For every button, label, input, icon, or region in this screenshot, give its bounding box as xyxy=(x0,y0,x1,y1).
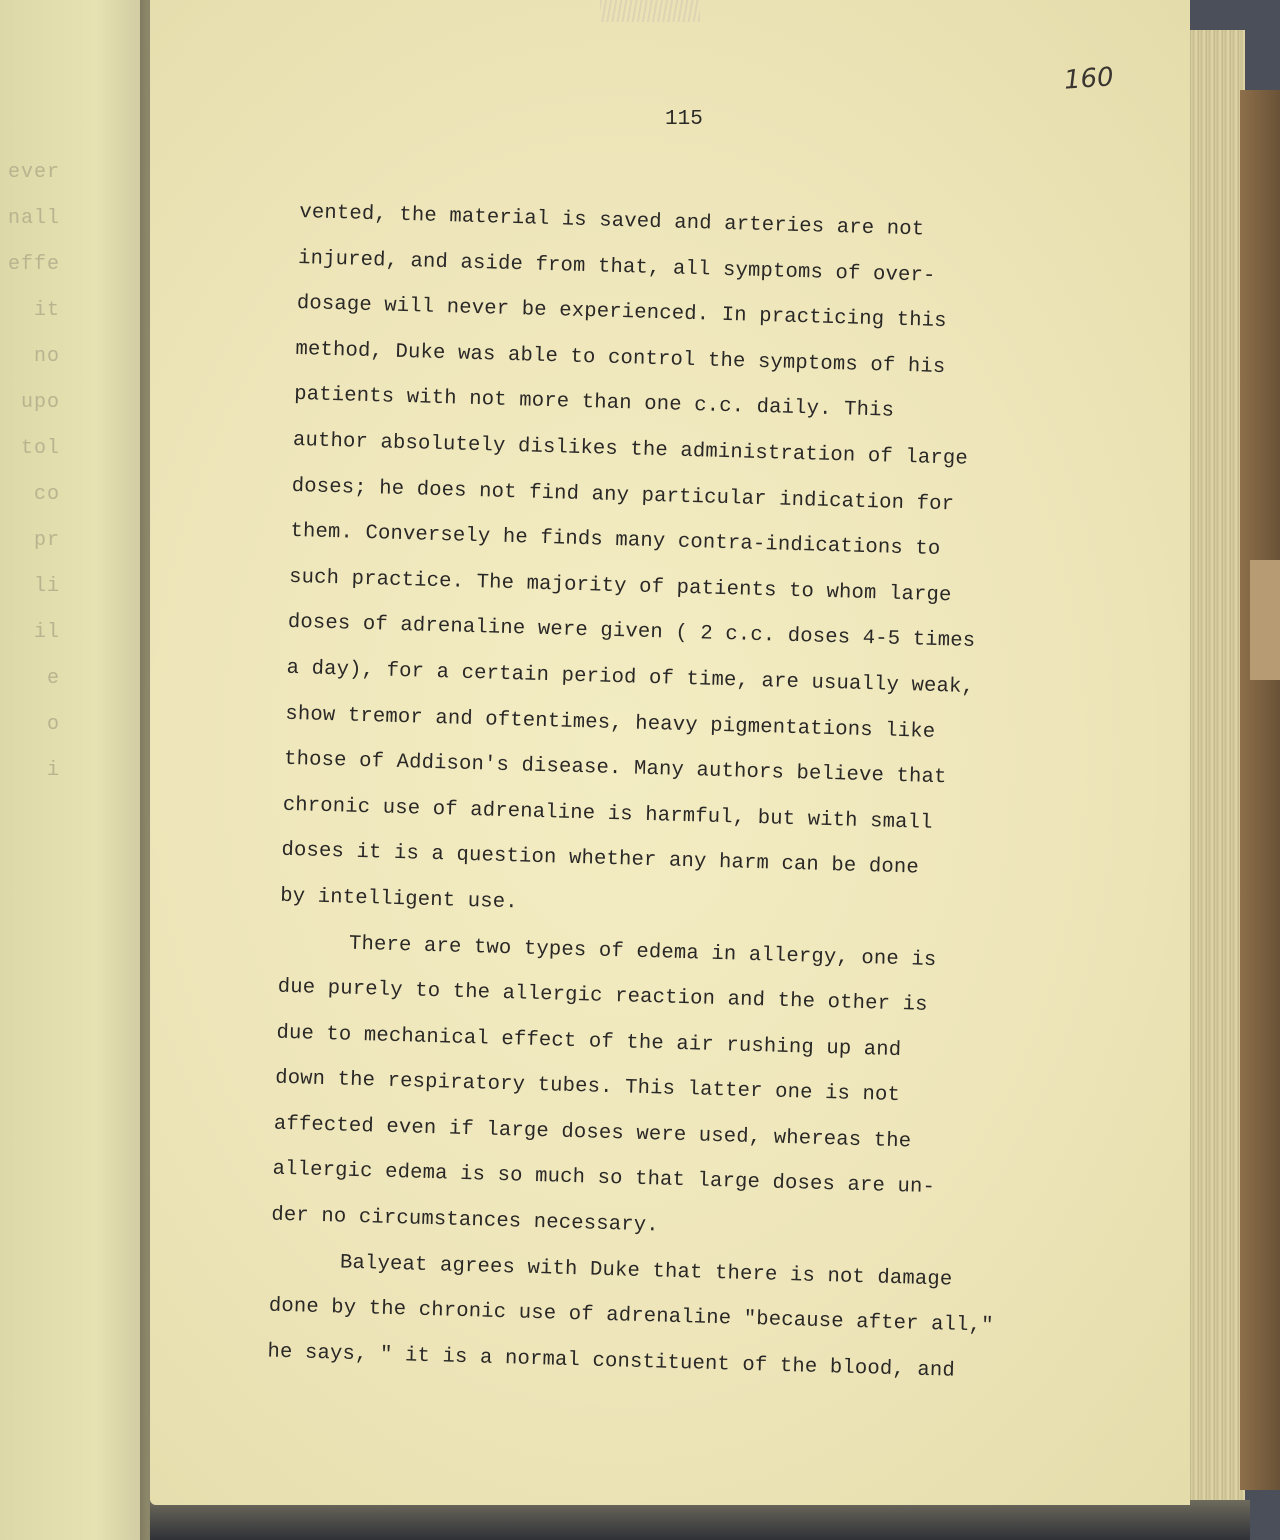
text-line: injured, and aside from that, all symptoms of over- xyxy=(297,246,936,288)
text-line: doses it is a question whether any harm can be done xyxy=(281,839,920,880)
book-cover-edge xyxy=(1240,90,1280,1490)
text-line: those of Addison's disease. Many authors believe that xyxy=(283,747,947,790)
text-line: patients with not more than one c.c. daily. This xyxy=(293,383,895,424)
left-page-fragment: pr xyxy=(33,529,60,552)
text-line: dosage will never be experienced. In practicing this xyxy=(296,292,948,334)
left-page-fragments xyxy=(0,150,60,794)
left-page-fragment: o xyxy=(46,713,60,736)
left-page-fragment: no xyxy=(33,345,60,368)
text-line: doses of adrenaline were given ( 2 c.c. doses 4-5 times xyxy=(287,611,976,654)
text-line: allergic edema is so much so that large doses are un- xyxy=(272,1158,936,1200)
text-line: them. Conversely he finds many contra-indications to xyxy=(290,520,941,562)
left-page-fragment: it xyxy=(33,299,60,322)
left-page-fragment: co xyxy=(33,483,60,506)
text-line: There are two types of edema in allergy, one is xyxy=(348,932,937,972)
left-page-fragment: e xyxy=(46,667,60,690)
text-line: due to mechanical effect of the air rushing up and xyxy=(276,1021,902,1062)
text-line: method, Duke was able to control the symptoms of his xyxy=(295,337,946,379)
worn-page-edge xyxy=(1250,560,1280,680)
page-bottom-shadow xyxy=(150,1500,1250,1540)
left-page-fragment: upo xyxy=(20,391,60,414)
text-line: show tremor and oftentimes, heavy pigmentations like xyxy=(285,702,936,744)
binding-threads xyxy=(600,0,700,22)
left-page-fragment: li xyxy=(33,575,60,598)
text-line: down the respiratory tubes. This latter one is not xyxy=(274,1066,901,1108)
left-page-fragment: tol xyxy=(20,437,60,460)
text-line: done by the chronic use of adrenaline "because after all," xyxy=(268,1294,994,1339)
handwritten-folio-number: 160 xyxy=(1063,62,1115,96)
left-page-fragment: nall xyxy=(7,207,60,230)
typed-body-text xyxy=(267,190,1080,1397)
text-line: chronic use of adrenaline is harmful, but with small xyxy=(282,793,933,835)
page-number: 115 xyxy=(665,108,703,131)
text-line: he says, " it is a normal constituent of the blood, and xyxy=(267,1340,956,1383)
text-line: affected even if large doses were used, whereas the xyxy=(273,1112,912,1154)
text-line: Balyeat agrees with Duke that there is not damage xyxy=(339,1251,953,1292)
text-line: der no circumstances necessary. xyxy=(271,1203,660,1238)
text-line: a day), for a certain period of time, are usually weak, xyxy=(286,656,975,699)
left-facing-page xyxy=(0,0,160,1540)
text-line: vented, the material is saved and arteries are not xyxy=(299,200,925,242)
left-page-fragment: i xyxy=(46,759,60,782)
text-line: such practice. The majority of patients to whom large xyxy=(288,565,952,608)
text-line: doses; he does not find any particular indication for xyxy=(291,474,955,516)
left-page-fragment: effe xyxy=(7,253,60,276)
text-line: author absolutely dislikes the administration of large xyxy=(292,428,969,471)
text-line: by intelligent use. xyxy=(279,884,519,915)
left-page-fragment: ever xyxy=(7,161,60,184)
text-line: due purely to the allergic reaction and the other is xyxy=(277,975,928,1017)
left-page-fragment: il xyxy=(33,621,60,644)
